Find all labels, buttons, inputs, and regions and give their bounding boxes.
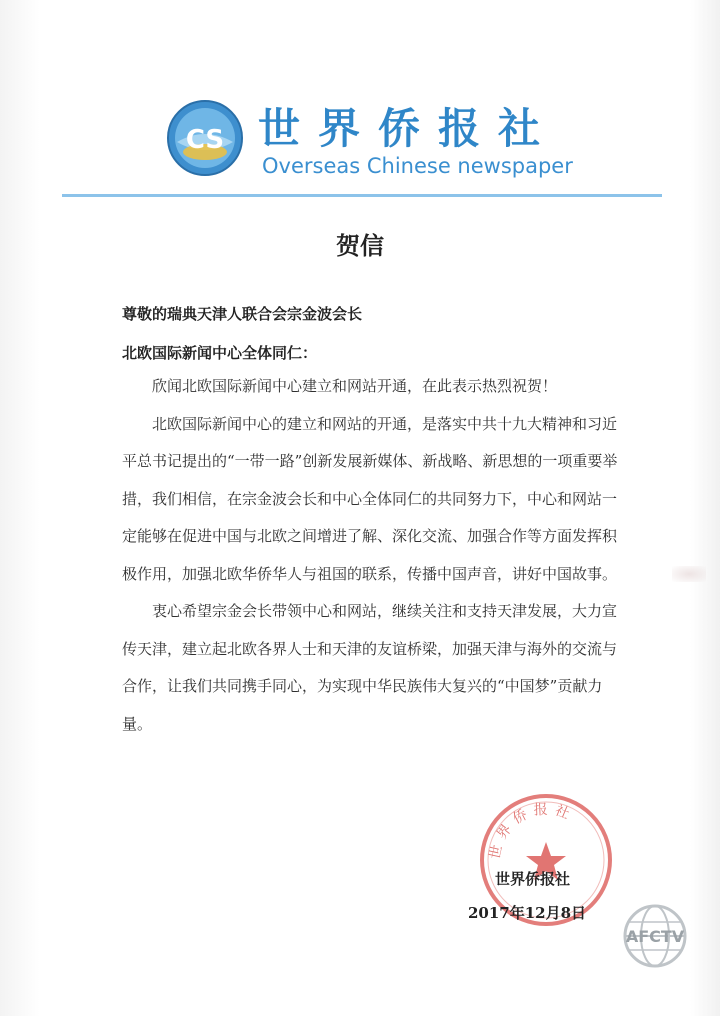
header-divider xyxy=(62,194,662,197)
logo-lettering: CS xyxy=(185,125,225,155)
tv-watermark xyxy=(600,902,710,972)
masthead-chinese: 世界侨报社 xyxy=(258,104,559,153)
paragraph-1: 欣闻北欧国际新闻中心建立和网站开通，在此表示热烈祝贺！ xyxy=(152,377,558,395)
signature-name: 世界侨报社 xyxy=(495,870,571,888)
salutation-line-2: 北欧国际新闻中心全体同仁： xyxy=(122,344,318,362)
seal-lettering: 世界侨报社 xyxy=(487,801,578,861)
newspaper-logo xyxy=(165,98,245,178)
paragraph-3: 衷心希望宗金会长带领中心和网站，继续关注和支持天津发展，大力宣传天津，建立起北欧各界人士和天津的友谊桥梁，加强天津与海外的交流与合作，让我们共同携手同心，为实现中华民族伟大复兴的“中国梦”贡献力量。 xyxy=(122,602,618,733)
salutation-line-1: 尊敬的瑞典天津人联合会宗金波会长 xyxy=(122,305,363,323)
watermark-lettering: AFCTV xyxy=(625,927,685,946)
signature-date: 2017年12月8日 xyxy=(468,904,587,922)
masthead-english: Overseas Chinese newspaper xyxy=(262,154,573,178)
page-title: 贺信 xyxy=(336,231,384,260)
paragraph-2: 北欧国际新闻中心的建立和网站的开通，是落实中共十九大精神和习近平总书记提出的“一带一路”创新发展新媒体、新战略、新思想的一项重要举措，我们相信，在宗金波会长和中心全体同仁的共同努力下，中心和网站一定能够在促进中国与北欧之间增进了解、深化交流、加强合作等方面发挥积极作用，加强北欧华侨华人与祖国的联系，传播中国声音，讲好中国故事。 xyxy=(122,414,618,583)
svg-text:世界侨报社 xyxy=(487,801,577,861)
paper-smudge xyxy=(672,566,706,582)
letter-body xyxy=(122,368,622,743)
